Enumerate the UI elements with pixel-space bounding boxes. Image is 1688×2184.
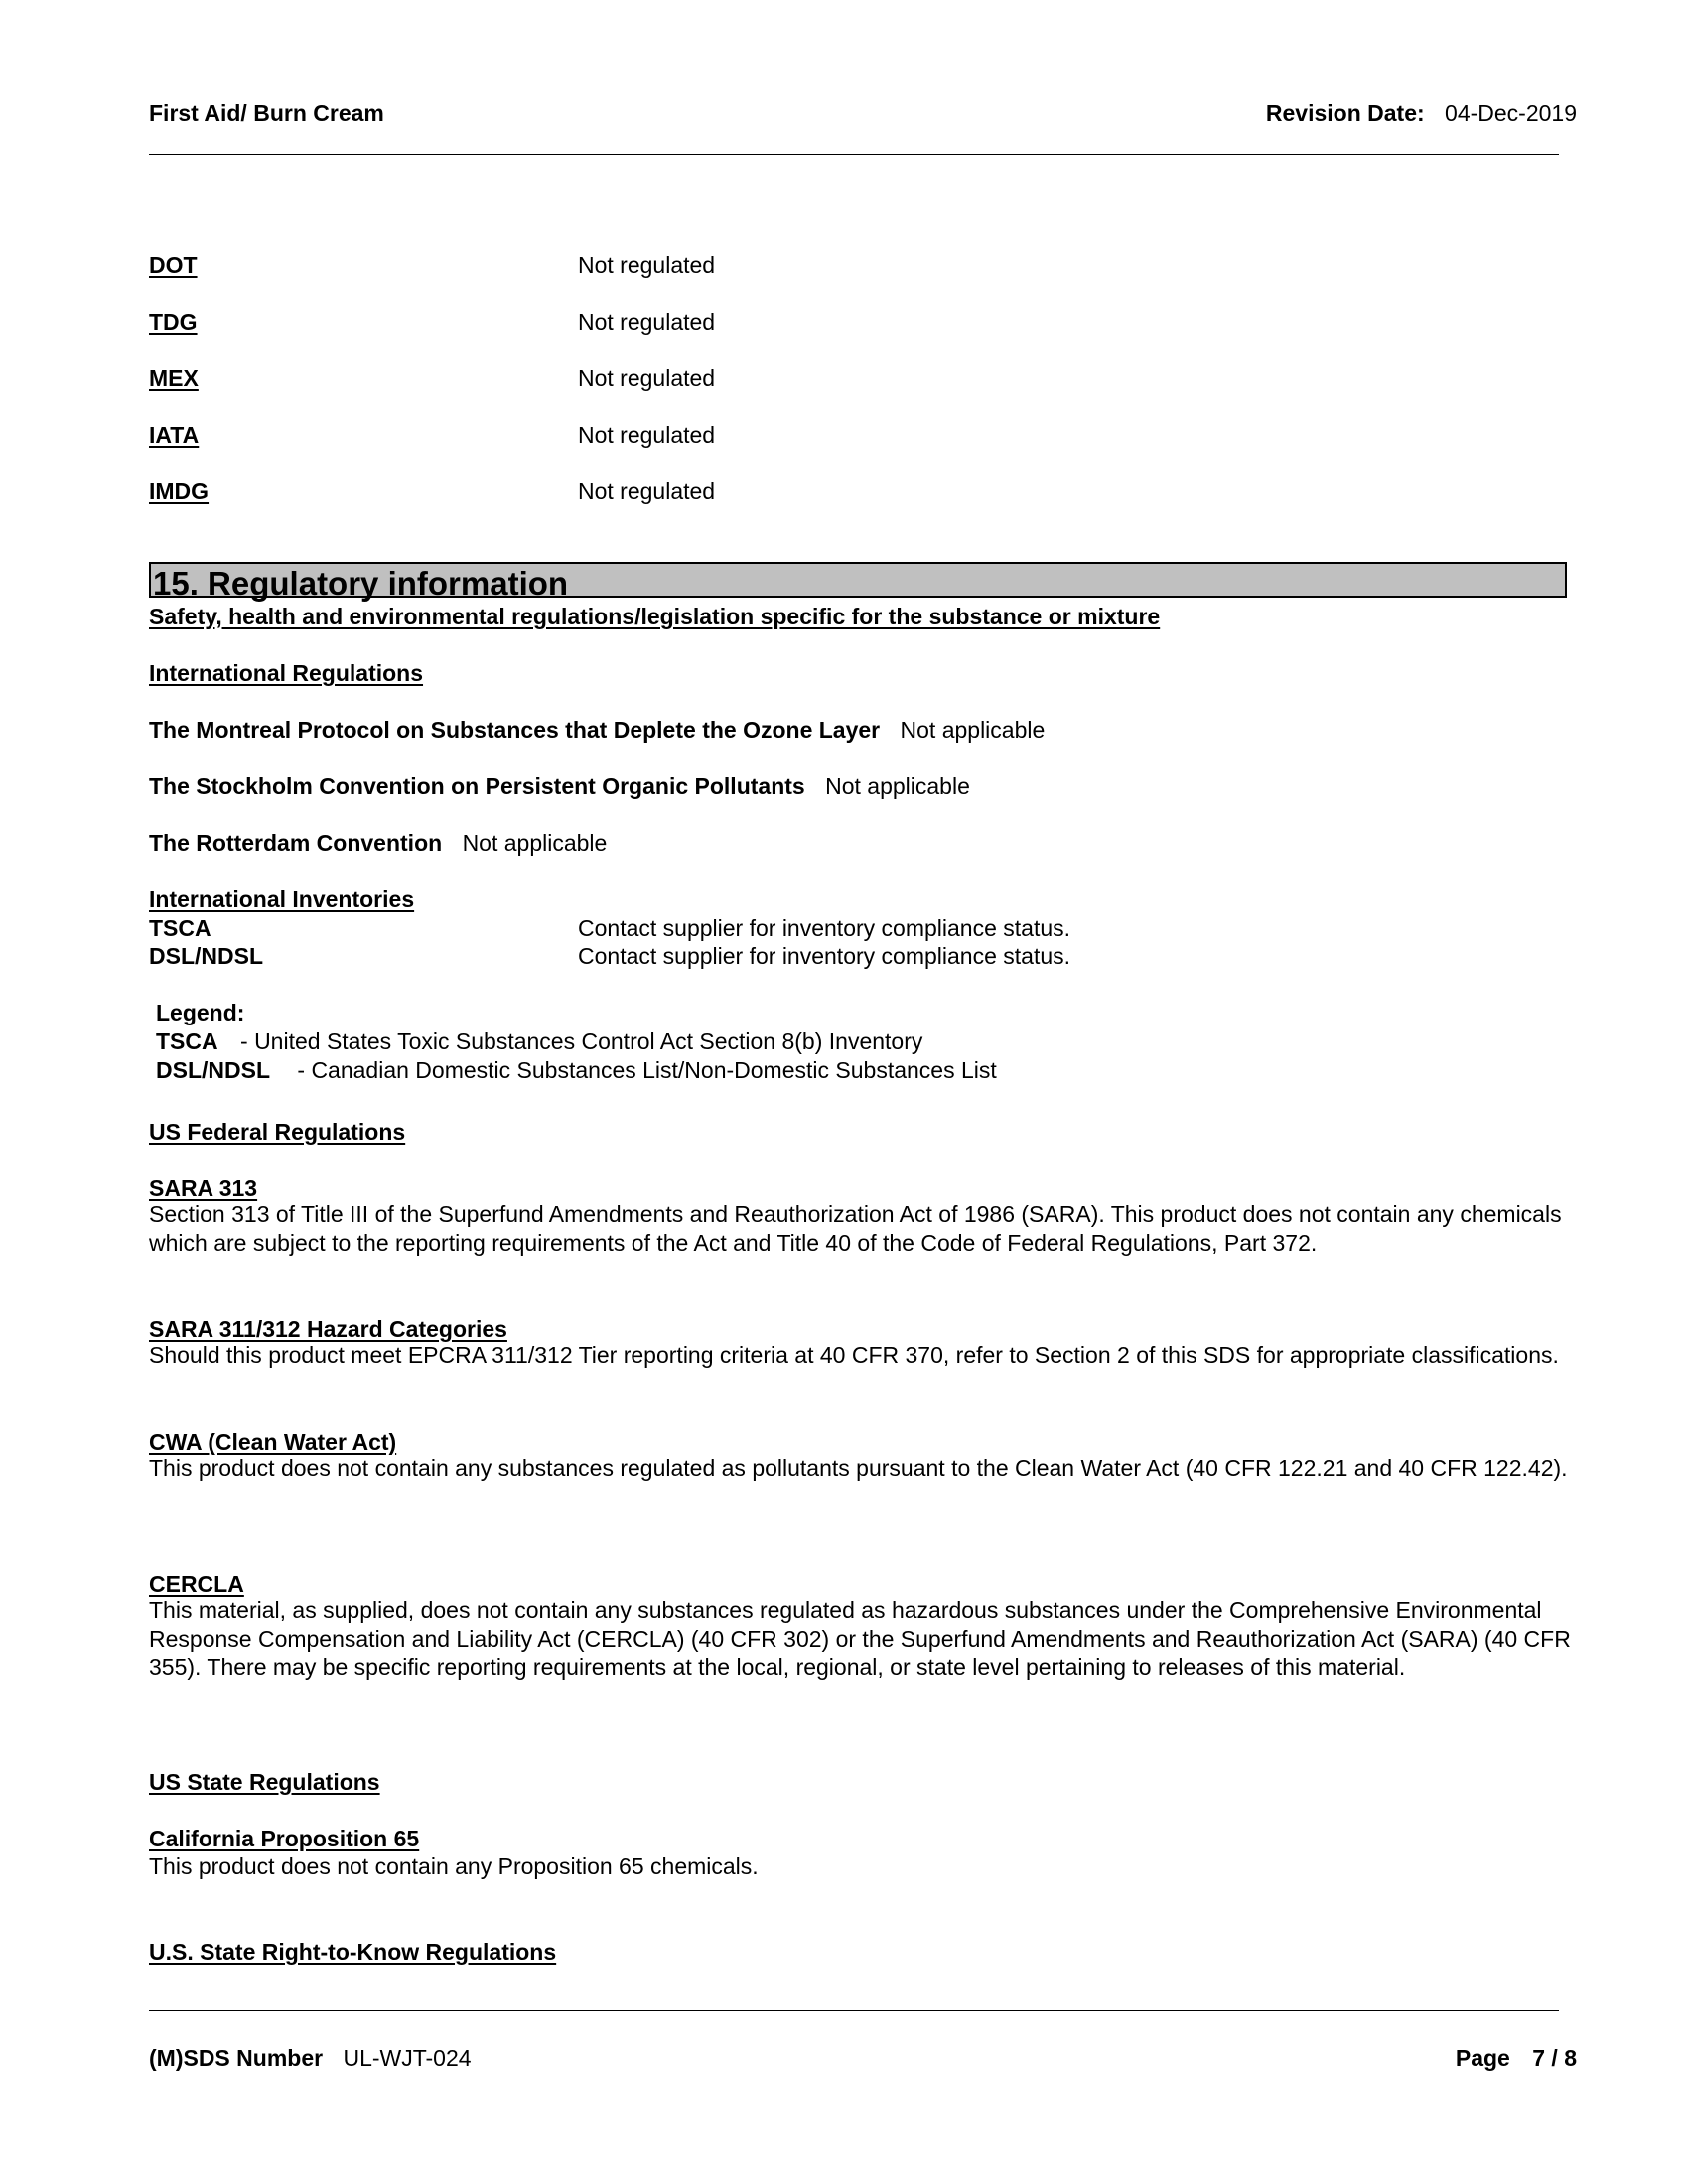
- transport-agency-dot: DOT: [149, 252, 198, 278]
- legend-abbr-dsl-ndsl: DSL/NDSL: [156, 1057, 270, 1083]
- stockholm-convention-value: Not applicable: [825, 773, 970, 799]
- section-15-title: 15. Regulatory information: [153, 565, 569, 602]
- page-total: 8: [1564, 2045, 1577, 2071]
- california-prop65-text: This product does not contain any Proposition 65 chemicals.: [149, 1853, 759, 1879]
- legend-desc-dsl-ndsl: - Canadian Domestic Substances List/Non-Domestic Substances List: [297, 1057, 997, 1083]
- header-divider: [149, 154, 1559, 155]
- international-inventories-heading: International Inventories: [149, 887, 415, 912]
- page-label: Page: [1455, 2045, 1510, 2071]
- footer-divider: [149, 2010, 1559, 2011]
- transport-agency-mex: MEX: [149, 365, 199, 391]
- sds-number-block: [149, 2045, 472, 2072]
- cercla-text: This material, as supplied, does not contain any substances regulated as hazardous substances under the Comprehensive Environmental Response Compensation and Liability Act (CERCLA) (40 CFR 302) or the Superfund Amendments and Reauthorization Act (SARA) (40 CFR 355). There may be specific reporting requirements at the local, regional, or state level pertaining to releases of this material.: [149, 1597, 1571, 1680]
- revision-date-value: 04-Dec-2019: [1445, 100, 1577, 126]
- rotterdam-convention-label: The Rotterdam Convention: [149, 830, 443, 856]
- page-current: 7: [1532, 2045, 1546, 2071]
- transport-status-dot: Not regulated: [578, 252, 716, 278]
- legend-abbr-tsca: TSCA: [156, 1028, 218, 1054]
- sara-311-312-heading: SARA 311/312 Hazard Categories: [149, 1316, 507, 1342]
- inventory-status-tsca: Contact supplier for inventory compliance status.: [578, 915, 1071, 941]
- us-federal-regulations-heading: US Federal Regulations: [149, 1119, 406, 1145]
- inventory-name-dsl-ndsl: DSL/NDSL: [149, 943, 263, 969]
- legend-item-tsca: [156, 1028, 922, 1055]
- legend-desc-tsca: - United States Toxic Substances Control Act Section 8(b) Inventory: [240, 1028, 923, 1054]
- transport-status-tdg: Not regulated: [578, 309, 716, 335]
- montreal-protocol-row: [149, 717, 1045, 744]
- california-prop65-heading: California Proposition 65: [149, 1826, 420, 1851]
- rotterdam-convention-row: [149, 830, 607, 857]
- sara-313-heading: SARA 313: [149, 1175, 258, 1201]
- stockholm-convention-label: The Stockholm Convention on Persistent Organic Pollutants: [149, 773, 805, 799]
- section-15-subtitle: Safety, health and environmental regulations/legislation specific for the substance or mixture: [149, 604, 1161, 629]
- transport-agency-iata: IATA: [149, 422, 200, 448]
- transport-agency-imdg: IMDG: [149, 478, 210, 504]
- cwa-text: This product does not contain any substances regulated as pollutants pursuant to the Clean Water Act (40 CFR 122.21 and 40 CFR 122.42).: [149, 1455, 1568, 1481]
- sds-number-value: UL-WJT-024: [343, 2045, 472, 2071]
- sara-313-text: Section 313 of Title III of the Superfund Amendments and Reauthorization Act of 1986 (SARA). This product does not contain any chemicals which are subject to the reporting requirements of the Act and Title 40 of the Code of Federal Regulations, Part 372.: [149, 1201, 1562, 1256]
- sara-311-312-text: Should this product meet EPCRA 311/312 Tier reporting criteria at 40 CFR 370, refer to Section 2 of this SDS for appropriate classifications.: [149, 1342, 1559, 1368]
- transport-status-mex: Not regulated: [578, 365, 716, 391]
- transport-status-iata: Not regulated: [578, 422, 716, 448]
- us-state-regulations-heading: US State Regulations: [149, 1769, 380, 1795]
- montreal-protocol-value: Not applicable: [900, 717, 1046, 743]
- legend-heading: Legend:: [156, 1000, 245, 1025]
- cercla-heading: CERCLA: [149, 1571, 244, 1597]
- revision-date-label: Revision Date:: [1265, 100, 1425, 126]
- product-name: First Aid/ Burn Cream: [149, 100, 384, 126]
- page-separator: /: [1551, 2045, 1558, 2071]
- transport-status-imdg: Not regulated: [578, 478, 716, 504]
- inventory-name-tsca: TSCA: [149, 915, 211, 941]
- transport-agency-tdg: TDG: [149, 309, 198, 335]
- legend-item-dsl-ndsl: [156, 1057, 997, 1084]
- revision-date-block: [1266, 100, 1577, 127]
- state-right-to-know-heading: U.S. State Right-to-Know Regulations: [149, 1939, 557, 1965]
- page-number: [1456, 2045, 1577, 2072]
- sds-number-label: (M)SDS Number: [149, 2045, 324, 2071]
- montreal-protocol-label: The Montreal Protocol on Substances that Deplete the Ozone Layer: [149, 717, 881, 743]
- cwa-heading: CWA (Clean Water Act): [149, 1430, 397, 1455]
- section-15-header: [149, 562, 1567, 602]
- rotterdam-convention-value: Not applicable: [462, 830, 608, 856]
- stockholm-convention-row: [149, 773, 970, 800]
- inventory-status-dsl-ndsl: Contact supplier for inventory compliance status.: [578, 943, 1071, 969]
- international-regulations-heading: International Regulations: [149, 660, 424, 686]
